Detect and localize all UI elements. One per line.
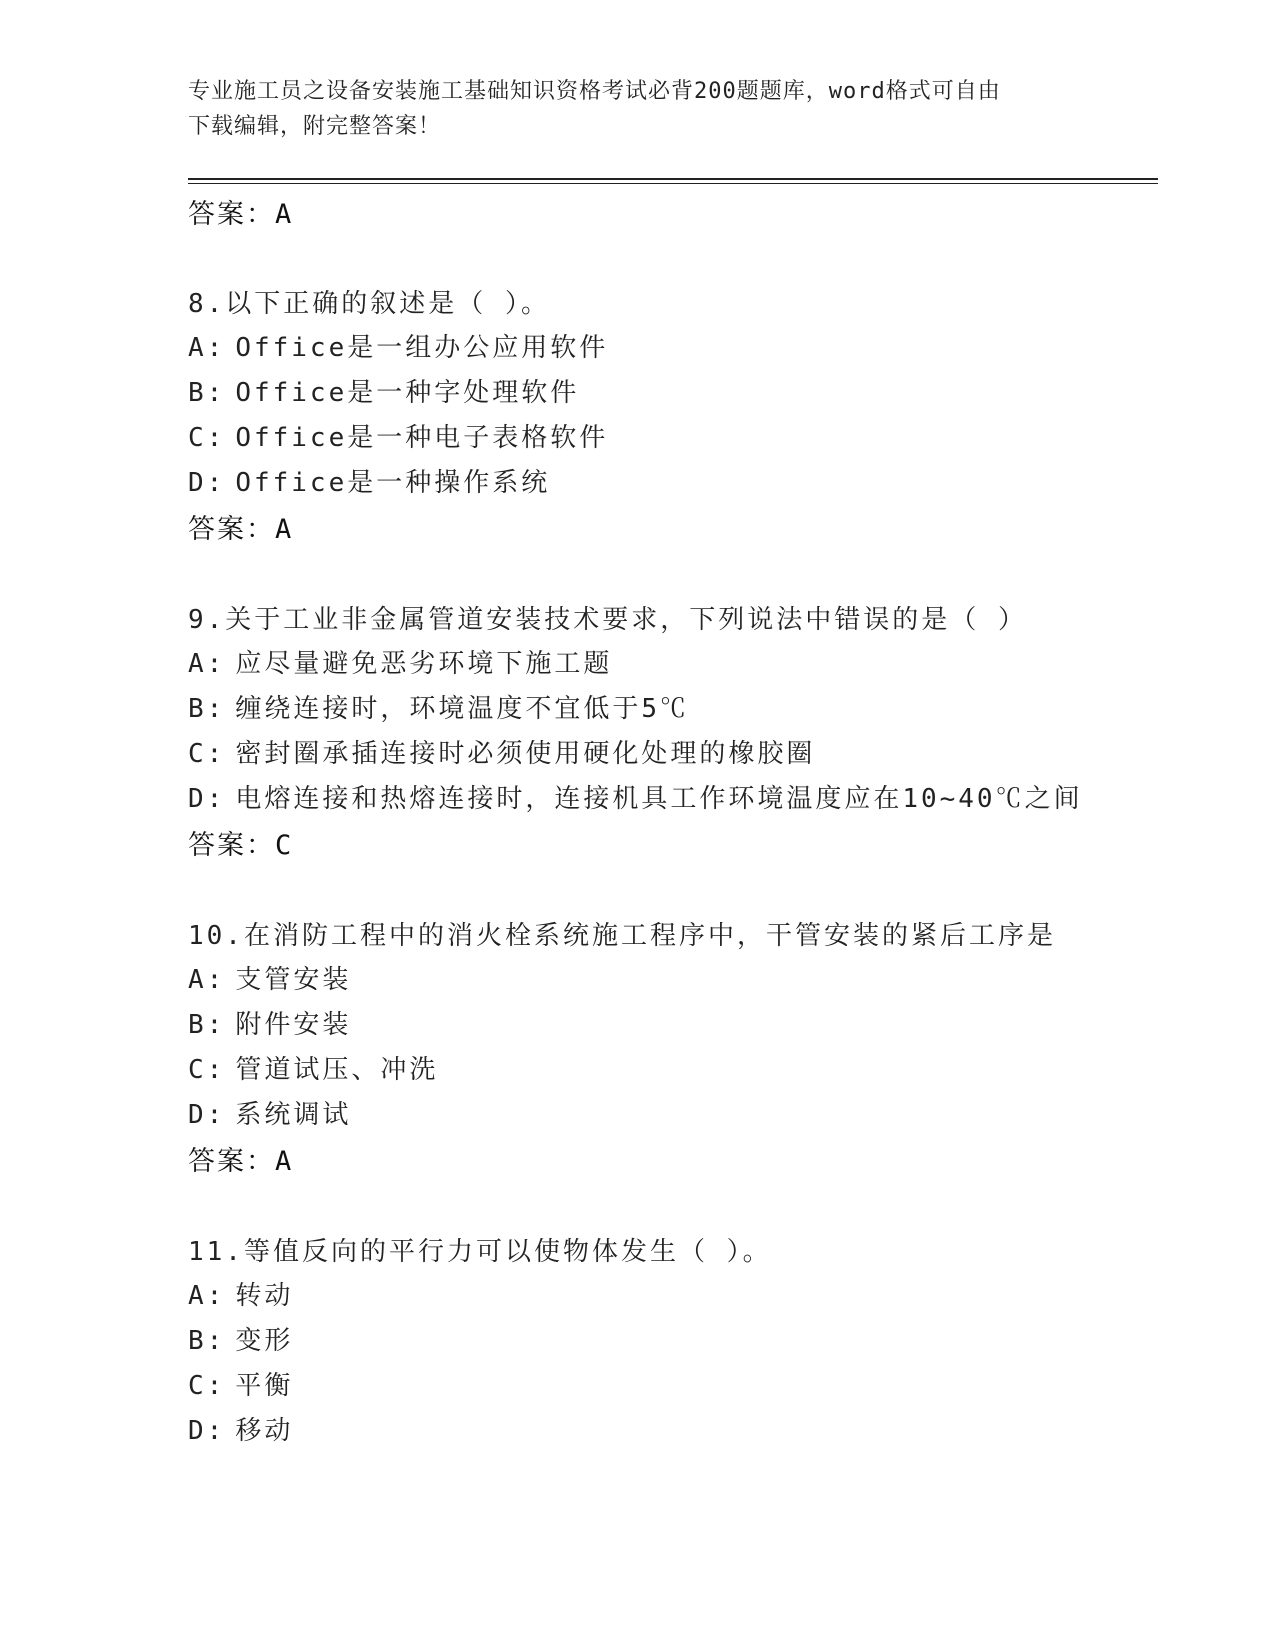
question-9-option-d: D: 电熔连接和热熔连接时，连接机具工作环境温度应在10~40℃之间	[188, 784, 1083, 814]
question-10-option-a: A: 支管安装	[188, 965, 352, 995]
question-11-option-b: B: 变形	[188, 1326, 294, 1356]
answer-q10: 答案：A	[188, 1146, 294, 1177]
question-11-option-d: D: 移动	[188, 1416, 294, 1446]
answer-prev: 答案：A	[188, 199, 294, 230]
answer-q9: 答案：C	[188, 830, 294, 861]
question-8-text: 8.以下正确的叙述是（ ）。	[188, 289, 550, 319]
question-11-option-c: C: 平衡	[188, 1371, 294, 1401]
question-8-option-d: D: Office是一种操作系统	[188, 468, 551, 498]
header-line-2: 下载编辑，附完整答案！	[188, 114, 442, 139]
question-9-option-a: A: 应尽量避免恶劣环境下施工题	[188, 649, 613, 679]
question-9-option-c: C: 密封圈承插连接时必须使用硬化处理的橡胶圈	[188, 739, 816, 769]
question-11-text: 11.等值反向的平行力可以使物体发生（ ）。	[188, 1237, 772, 1267]
question-8-option-c: C: Office是一种电子表格软件	[188, 423, 609, 453]
header-rule-thin	[188, 183, 1158, 184]
header-rule-thick	[188, 178, 1158, 180]
question-9-text: 9.关于工业非金属管道安装技术要求，下列说法中错误的是（ ）	[188, 605, 1027, 635]
question-8-option-b: B: Office是一种字处理软件	[188, 378, 580, 408]
header-line-1: 专业施工员之设备安装施工基础知识资格考试必背200题题库，word格式可自由	[188, 79, 1001, 104]
question-11-option-a: A: 转动	[188, 1281, 294, 1311]
answer-q8: 答案：A	[188, 514, 294, 545]
question-10-option-c: C: 管道试压、冲洗	[188, 1055, 439, 1085]
question-10-text: 10.在消防工程中的消火栓系统施工程序中，干管安装的紧后工序是	[188, 921, 1056, 951]
document-header	[188, 74, 1088, 144]
question-10-option-b: B: 附件安装	[188, 1010, 352, 1040]
question-8-option-a: A: Office是一组办公应用软件	[188, 333, 609, 363]
question-10-option-d: D: 系统调试	[188, 1100, 352, 1130]
question-9-option-b: B: 缠绕连接时，环境温度不宜低于5℃	[188, 694, 689, 724]
